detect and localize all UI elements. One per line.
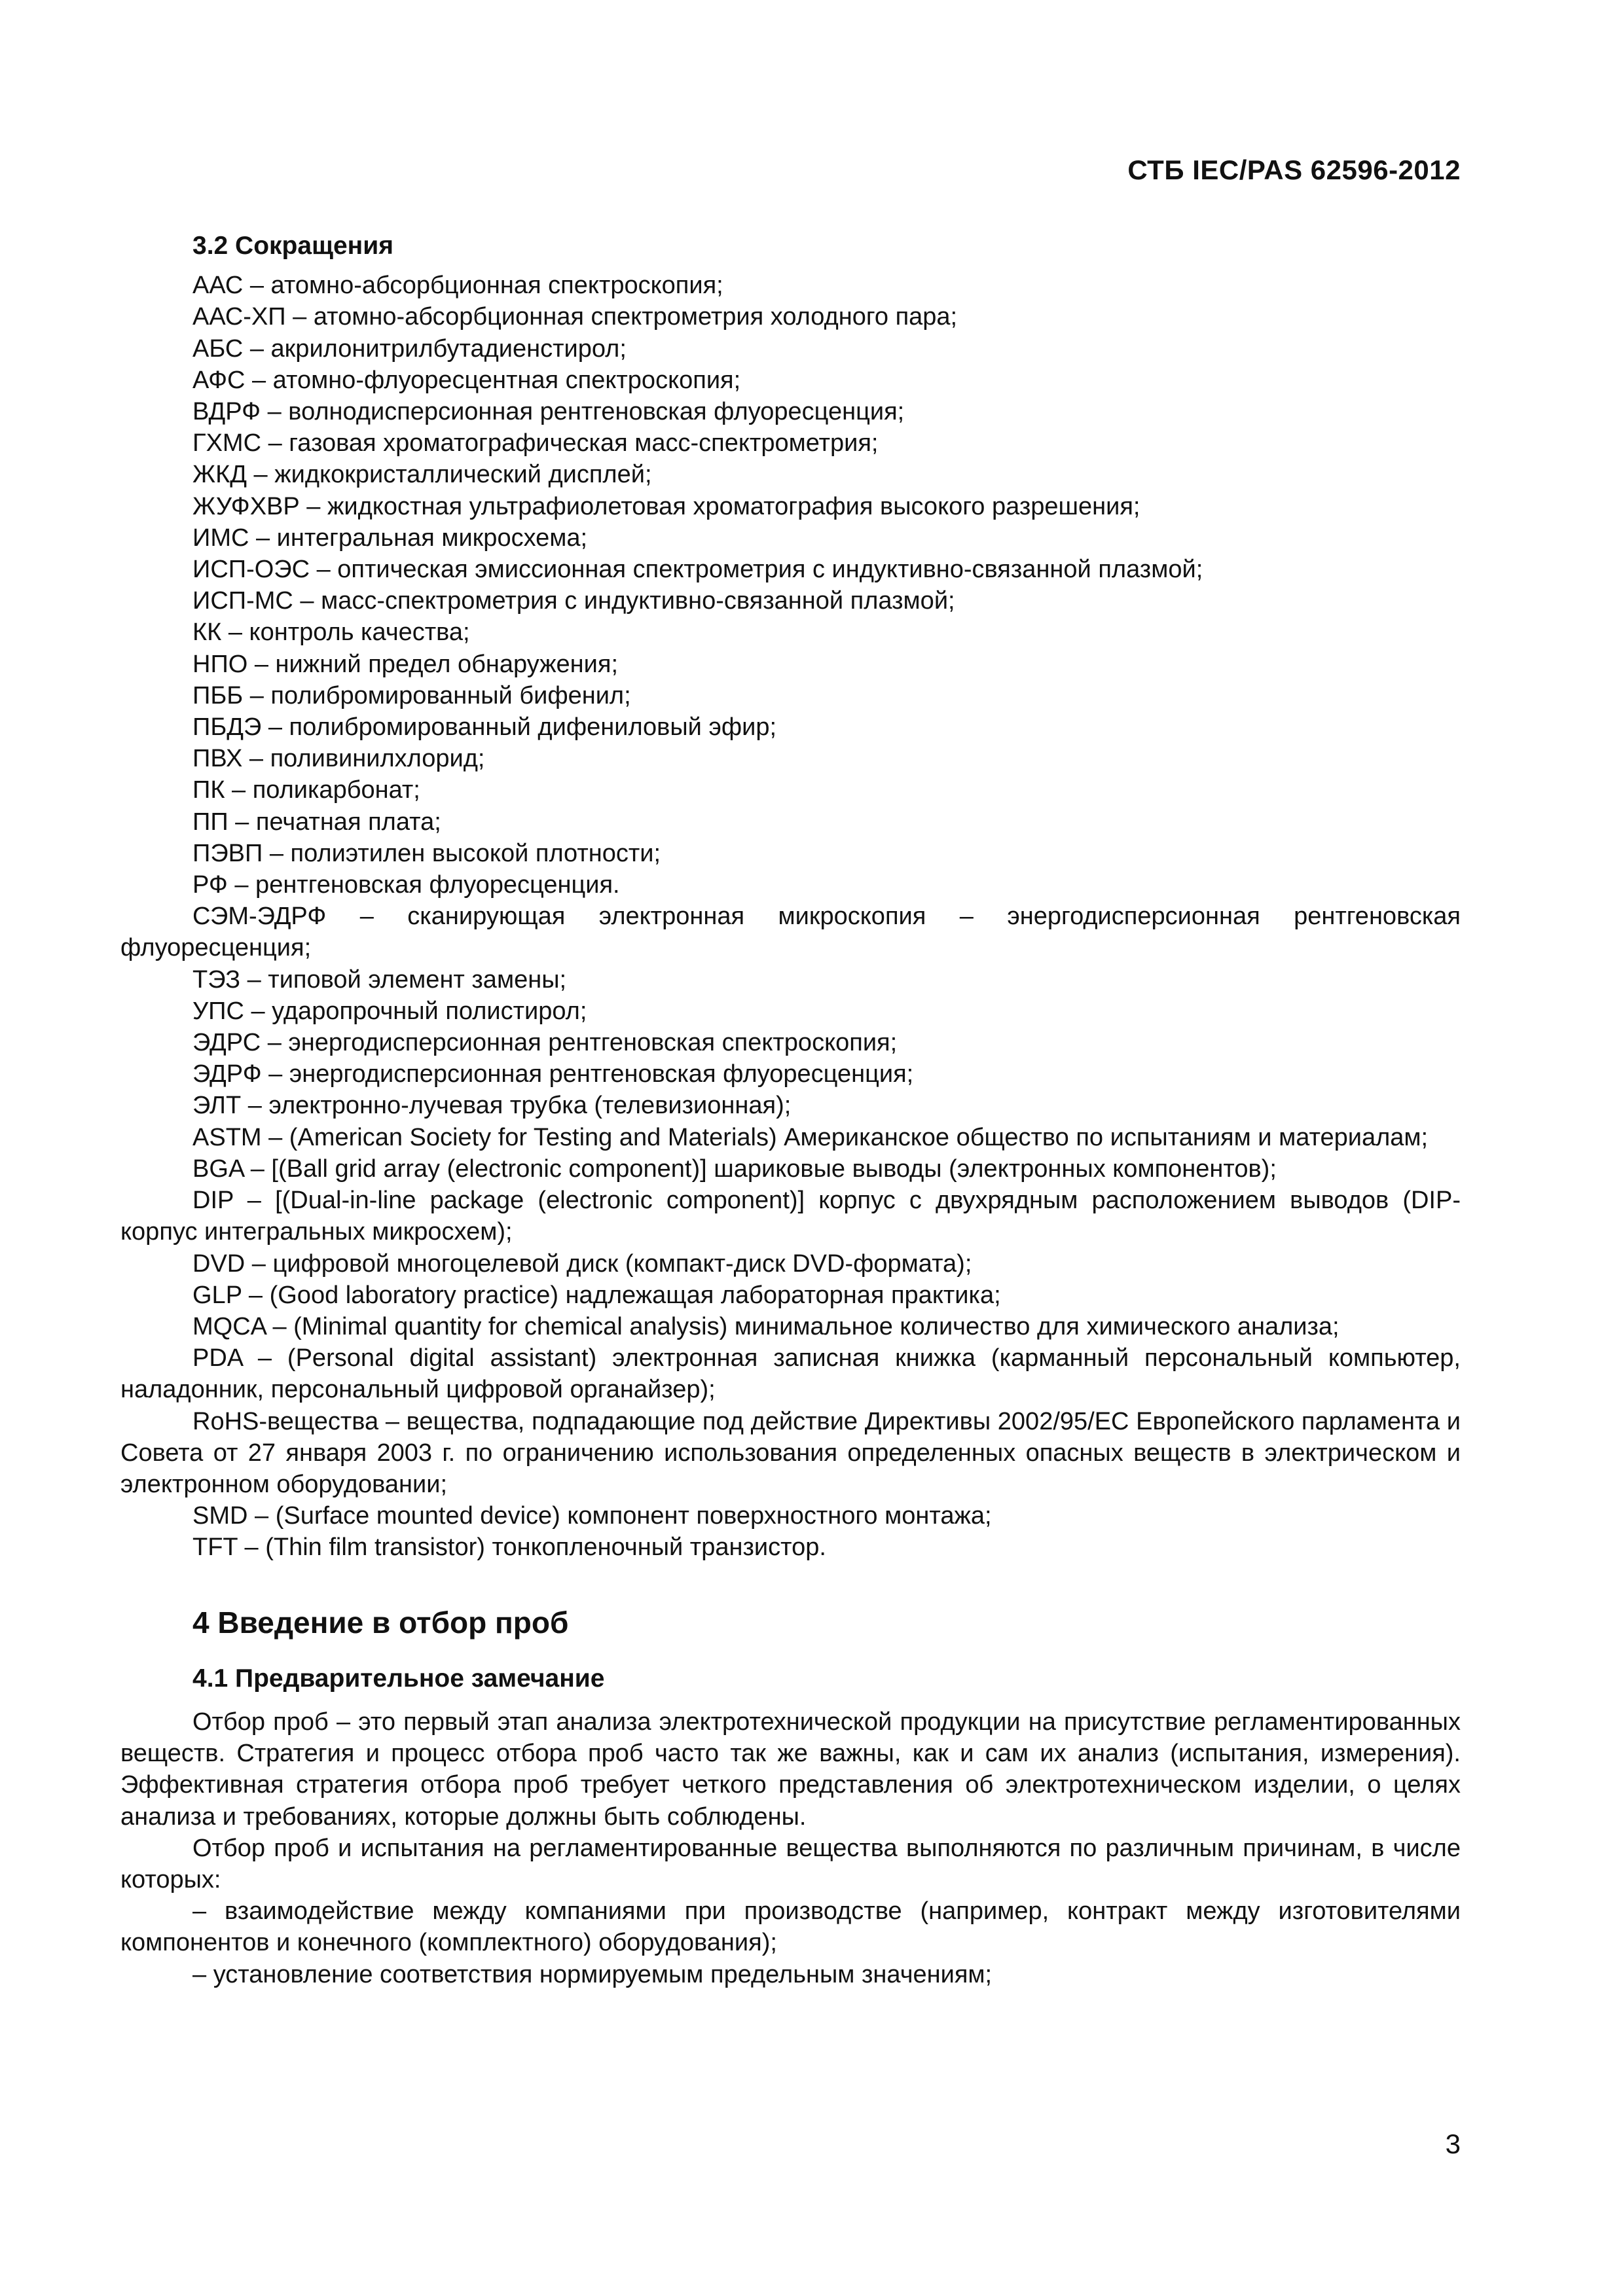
abbreviation-item: РФ – рентгеновская флуоресценция.: [192, 871, 620, 899]
abbreviation-item: ААС-ХП – атомно-абсорбционная спектрометрия холодного пара;: [192, 303, 958, 331]
section-3-2-heading: 3.2 Сокращения: [192, 232, 393, 260]
abbreviation-item: DVD – цифровой многоцелевой диск (компакт-диск DVD-формата);: [192, 1249, 972, 1278]
abbreviation-item: BGA – [(Ball grid array (electronic component)] шариковые выводы (электронных компонентов);: [192, 1155, 1277, 1183]
section-4-1-heading: 4.1 Предварительное замечание: [192, 1664, 605, 1693]
page-number: 3: [1445, 2128, 1461, 2159]
abbreviation-item: ТЭЗ – типовой элемент замены;: [192, 965, 567, 994]
abbreviation-item: ААС – атомно-абсорбционная спектроскопия;: [192, 272, 723, 300]
page-content: [120, 230, 1461, 1990]
document-code: СТБ IEC/PAS 62596-2012: [1127, 154, 1461, 185]
abbreviation-item: ИСП-МС – масс-спектрометрия с индуктивно-связанной плазмой;: [192, 587, 955, 615]
abbreviation-item: ПК – поликарбонат;: [192, 776, 420, 804]
abbreviation-item: УПС – ударопрочный полистирол;: [192, 997, 587, 1025]
abbreviation-item: НПО – нижний предел обнаружения;: [192, 650, 619, 678]
paragraph: Отбор проб – это первый этап анализа электротехнической продукции на присутствие регламентированных веществ. Стратегия и процесс отбора проб часто так же важны, как и сам их анализ (испытания, измерения). Эффективная стратегия отбора проб требует четкого представления об электротехническом изделии, о целях анализа и требованиях, которые должны быть соблюдены.: [120, 1708, 1461, 1831]
abbreviation-item: ПБДЭ – полибромированный дифениловый эфир;: [192, 713, 777, 742]
abbreviation-item: ПП – печатная плата;: [192, 808, 441, 836]
abbreviation-item: АФС – атомно-флуоресцентная спектроскопия;: [192, 366, 741, 394]
abbreviation-item: ЭДРС – энергодисперсионная рентгеновская спектроскопия;: [192, 1029, 898, 1057]
section-4-1-body: [120, 1706, 1461, 1990]
abbreviation-item: ПЭВП – полиэтилен высокой плотности;: [192, 839, 661, 867]
abbreviation-item: SMD – (Surface mounted device) компонент поверхностного монтажа;: [192, 1502, 992, 1530]
abbreviation-item: ГХМС – газовая хроматографическая масс-спектрометрия;: [192, 429, 879, 457]
abbreviation-item: ИМС – интегральная микросхема;: [192, 524, 588, 552]
abbreviation-item: ЖУФХВР – жидкостная ультрафиолетовая хроматография высокого разрешения;: [192, 492, 1140, 520]
abbreviation-item: ВДРФ – волнодисперсионная рентгеновская флуоресценция;: [192, 398, 905, 426]
abbreviation-item: ИСП-ОЭС – оптическая эмиссионная спектрометрия с индуктивно-связанной плазмой;: [192, 556, 1203, 584]
abbreviation-item: ASTM – (American Society for Testing and Materials) Американское общество по испытаниям и материалам;: [192, 1123, 1429, 1151]
abbreviation-item: КК – контроль качества;: [192, 619, 470, 647]
abbreviation-item: DIP – [(Dual-in-line package (electronic component)] корпус с двухрядным расположением выводов (DIP-корпус интегральных микросхем);: [120, 1187, 1461, 1246]
abbreviation-item: TFT – (Thin film transistor) тонкопленочный транзистор.: [192, 1534, 826, 1562]
abbreviation-item: GLP – (Good laboratory practice) надлежащая лабораторная практика;: [192, 1281, 1001, 1309]
abbreviation-item: АБС – акрилонитрилбутадиенстирол;: [192, 334, 627, 363]
section-4-heading: 4 Введение в отбор проб: [192, 1605, 569, 1640]
abbreviation-item: ПББ – полибромированный бифенил;: [192, 681, 631, 709]
abbreviation-item: MQCA – (Minimal quantity for chemical analysis) минимальное количество для химического анализа;: [192, 1312, 1340, 1340]
abbreviation-list: [120, 270, 1461, 1563]
list-item: – взаимодействие между компаниями при производстве (например, контракт между изготовителями компонентов и конечного (комплектного) оборудования);: [120, 1897, 1461, 1957]
abbreviation-item: RoHS-вещества – вещества, подпадающие под действие Директивы 2002/95/EC Европейского парламента и Совета от 27 января 2003 г. по ограничению использования определенных опасных веществ в электрическом и электронном оборудовании;: [120, 1407, 1461, 1498]
abbreviation-item: ЭДРФ – энергодисперсионная рентгеновская флуоресценция;: [192, 1060, 914, 1088]
list-item: – установление соответствия нормируемым предельным значениям;: [192, 1960, 993, 1988]
abbreviation-item: ПВХ – поливинилхлорид;: [192, 745, 485, 773]
abbreviation-item: PDA – (Personal digital assistant) электронная записная книжка (карманный персональный компьютер, наладонник, персональный цифровой органайзер);: [120, 1344, 1461, 1404]
abbreviation-item: ЖКД – жидкокристаллический дисплей;: [192, 461, 652, 489]
abbreviation-item: СЭМ-ЭДРФ – сканирующая электронная микроскопия – энергодисперсионная рентгеновская флуоресценция;: [120, 903, 1461, 962]
abbreviation-item: ЭЛТ – электронно-лучевая трубка (телевизионная);: [192, 1092, 792, 1120]
paragraph: Отбор проб и испытания на регламентированные вещества выполняются по различным причинам, в числе которых:: [120, 1834, 1461, 1893]
